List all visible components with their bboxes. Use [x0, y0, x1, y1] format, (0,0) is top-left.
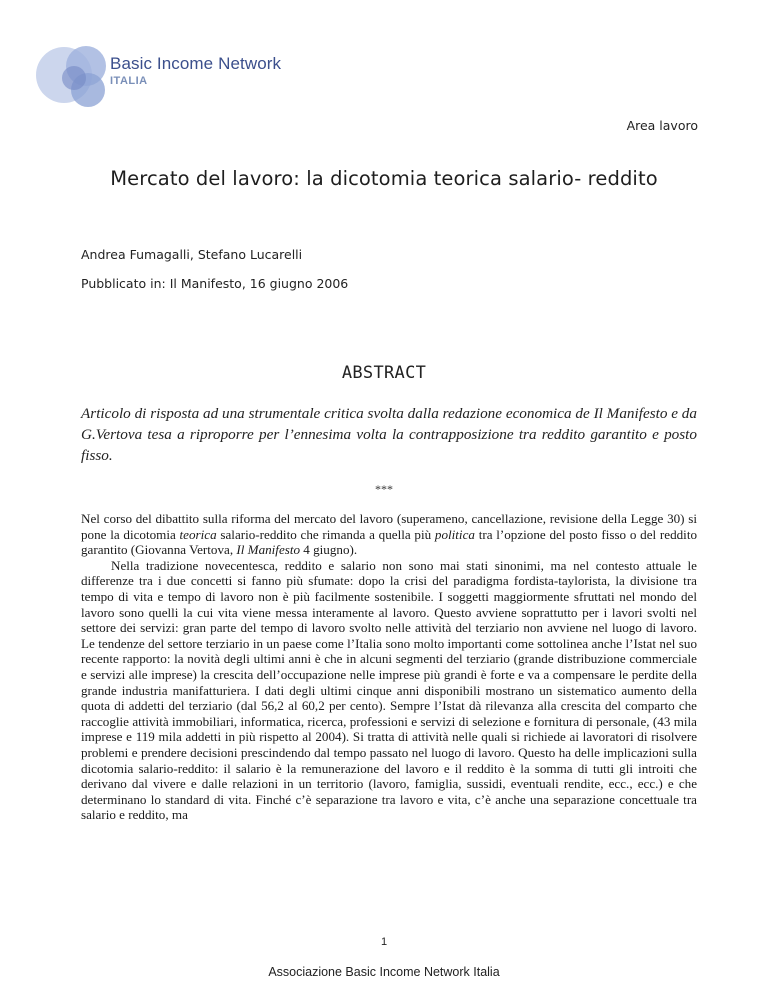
section-separator: *** — [375, 482, 393, 496]
text-run: Nel corso del dibattito sulla riforma del mercato del lavoro (superameno, cancellazione, revisione della Legge 30) si pone la dicotomia — [81, 511, 697, 542]
logo-circles-icon — [34, 40, 118, 110]
paragraph-2: Nella tradizione novecentesca, reddito e salario non sono mai stati sinonimi, ma nel contesto attuale le differenze tra i due concetti si fanno più sfumate: dopo la crisi del paradigma fordista-taylorista, la divisione tra tempo di vita e tempo di lavoro non è più facilmente sostenibile. I soggetti maggiormente sfruttati nel mondo del lavoro sono quelli la cui vita viene messa interamente al lavoro. Questo avviene soprattutto per i lavori svolti nel settore dei servizi: gran parte del tempo di lavoro svolto nelle attività del terziario non avviene nel luogo di lavoro. Le tendenze del settore terziario in un paese come l’Italia sono molto importanti come sottolinea anche l’Istat nel suo recente rapporto: la novità degli ultimi anni è che in alcuni segmenti del terziario (grande distribuzione commerciale e servizi alle imprese) la crescita dell’occupazione nelle imprese più grandi è forte e va a compensare le perdite della grande industria manifatturiera. I dati degli ultimi cinque anni disponibili mostrano un sistematico aumento della quota di addetti del terziario (dal 56,2 al 60,2 per cento). Sempre l’Istat dà rilevanza alla crescita del comparto che raccoglie attività immobiliari, informatica, ricerca, professioni e servizi di selezione e fornitura di personale, (43 mila imprese e 119 mila addetti in più rispetto al 2004). Si tratta di attività nelle quali si richiede ai lavoratori di risolvere problemi e prendere decisioni prescindendo dal tempo passato nel luogo di lavoro. Questo ha delle implicazioni sulla dicotomia salario-reddito: il salario è la remunerazione del lavoro e il reddito è la somma di tutti gli introiti che derivano dal vivere e dalle relazioni in un territorio (lavoro, famiglia, sussidi, eventuali rendite, ecc., ecc.) e che determinano lo standard di vita. Finché c’è separazione tra lavoro e vita, c’è anche una separazione concettuale tra salario e reddito, ma — [81, 557, 697, 823]
emphasis: Il Manifesto — [236, 542, 301, 558]
publication-info: Pubblicato in: Il Manifesto, 16 giugno 2006 — [81, 276, 349, 291]
logo — [34, 40, 304, 110]
abstract-part-1: Articolo di risposta ad una strumentale critica svolta dalla redazione economica de — [81, 405, 594, 422]
logo-title: Basic Income Network — [110, 54, 282, 73]
text-run: salario-reddito che rimanda a quella più — [216, 526, 435, 542]
emphasis: teorica — [179, 526, 217, 542]
abstract-text — [81, 403, 697, 466]
text-run: 4 giugno). — [300, 542, 358, 558]
page-footer: Associazione Basic Income Network Italia — [268, 965, 500, 979]
abstract-part-2: e da G.Vertova tesa a riproporre per l’ennesima volta la contrapposizione tra reddito garantito e posto fisso. — [81, 405, 697, 464]
emphasis: politica — [434, 526, 475, 542]
abstract-newspaper: Il Manifesto — [593, 405, 668, 422]
paragraph-1 — [81, 511, 697, 558]
text-run: tra l’opzione del posto fisso o del reddito garantito (Giovanna Vertova, — [81, 526, 698, 558]
abstract-heading: ABSTRACT — [341, 363, 427, 383]
area-label: Area lavoro — [626, 118, 698, 133]
page-title: Mercato del lavoro: la dicotomia teorica salario- reddito — [110, 167, 658, 190]
page-number: 1 — [380, 936, 388, 948]
authors: Andrea Fumagalli, Stefano Lucarelli — [81, 247, 303, 262]
article-body — [81, 511, 697, 823]
logo-subtitle: ITALIA — [110, 75, 148, 87]
